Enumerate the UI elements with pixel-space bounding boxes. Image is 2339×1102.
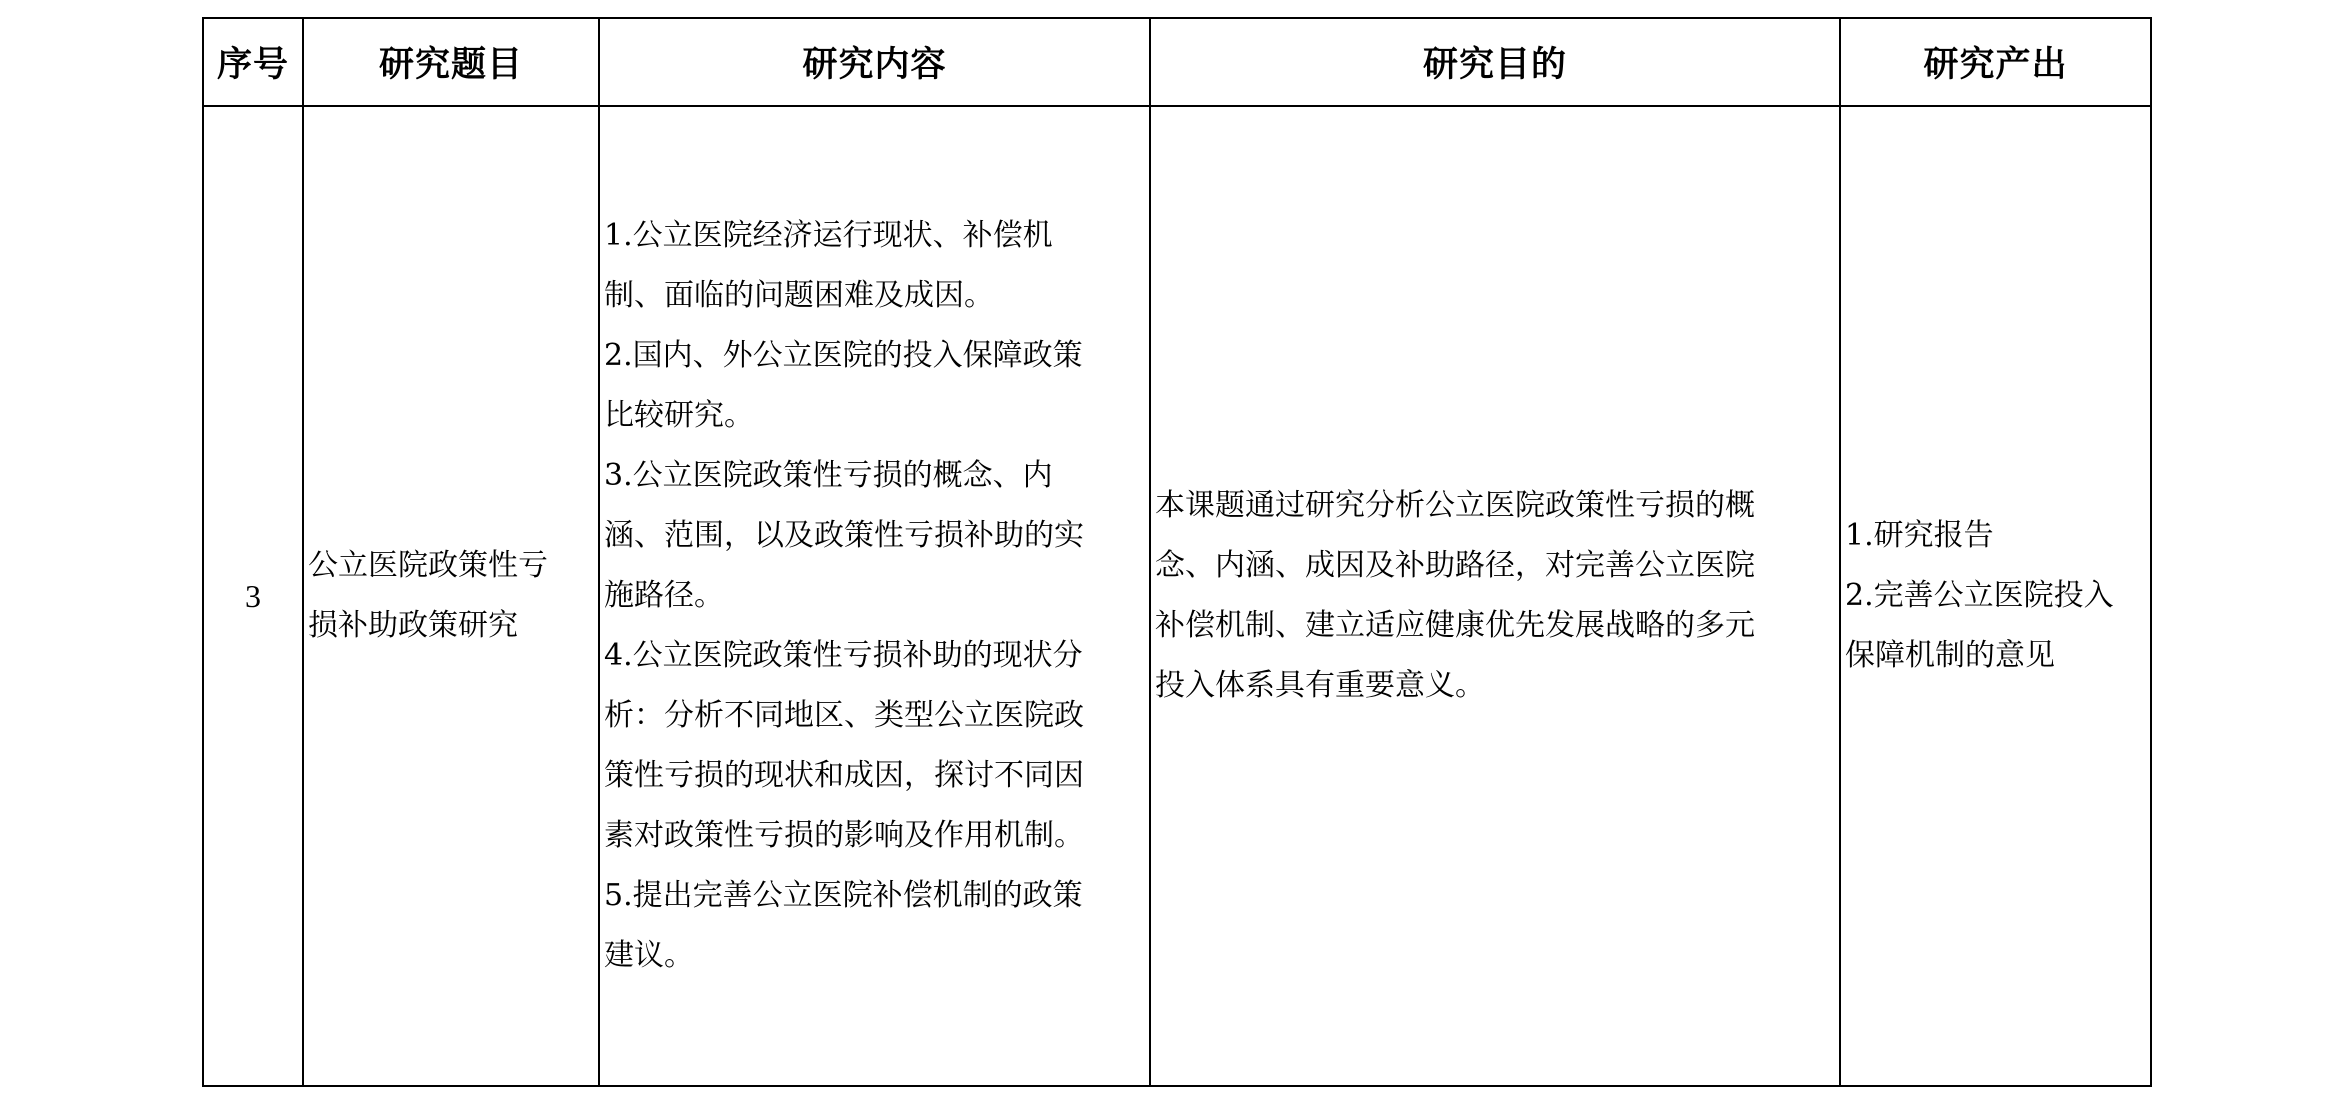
row-output-cell bbox=[1840, 106, 2151, 1086]
header-title: 研究题目 bbox=[303, 18, 599, 106]
header-number: 序号 bbox=[203, 18, 303, 106]
table-header-row bbox=[203, 18, 2151, 106]
content-line: 3.公立医院政策性亏损的概念、内 bbox=[604, 458, 1053, 493]
output-line: 保障机制的意见 bbox=[1845, 638, 2055, 673]
content-line: 比较研究。 bbox=[604, 398, 754, 433]
content-line: 策性亏损的现状和成因，探讨不同因 bbox=[604, 758, 1084, 793]
output-line: 1.研究报告 bbox=[1845, 518, 1994, 553]
row-purpose: 本课题通过研究分析公立医院政策性亏损的概 念、内涵、成因及补助路径，对完善公立医院 补偿机制、建立适应健康优先发展战略的多元 投入体系具有重要意义。 bbox=[1155, 488, 1755, 703]
row-purpose-cell bbox=[1150, 106, 1840, 1086]
output-line: 2.完善公立医院投入 bbox=[1845, 578, 2114, 613]
content-line: 制、面临的问题困难及成因。 bbox=[604, 278, 994, 313]
header-purpose: 研究目的 bbox=[1150, 18, 1840, 106]
content-line: 建议。 bbox=[604, 938, 694, 973]
content-line: 5.提出完善公立医院补偿机制的政策 bbox=[604, 878, 1083, 913]
row-content-cell bbox=[599, 106, 1150, 1086]
research-table bbox=[202, 17, 2152, 1087]
content-line: 2.国内、外公立医院的投入保障政策 bbox=[604, 338, 1083, 373]
content-line: 施路径。 bbox=[604, 578, 724, 613]
content-line: 4.公立医院政策性亏损补助的现状分 bbox=[604, 638, 1083, 673]
table-row bbox=[203, 106, 2151, 1086]
content-line: 涵、范围，以及政策性亏损补助的实 bbox=[604, 518, 1084, 553]
header-output: 研究产出 bbox=[1840, 18, 2151, 106]
content-line: 析：分析不同地区、类型公立医院政 bbox=[604, 698, 1084, 733]
row-title: 公立医院政策性亏 损补助政策研究 bbox=[308, 548, 548, 643]
header-content: 研究内容 bbox=[599, 18, 1150, 106]
row-title-cell bbox=[303, 106, 599, 1086]
row-number: 3 bbox=[203, 106, 303, 1086]
content-line: 1.公立医院经济运行现状、补偿机 bbox=[604, 218, 1053, 253]
content-line: 素对政策性亏损的影响及作用机制。 bbox=[604, 818, 1084, 853]
